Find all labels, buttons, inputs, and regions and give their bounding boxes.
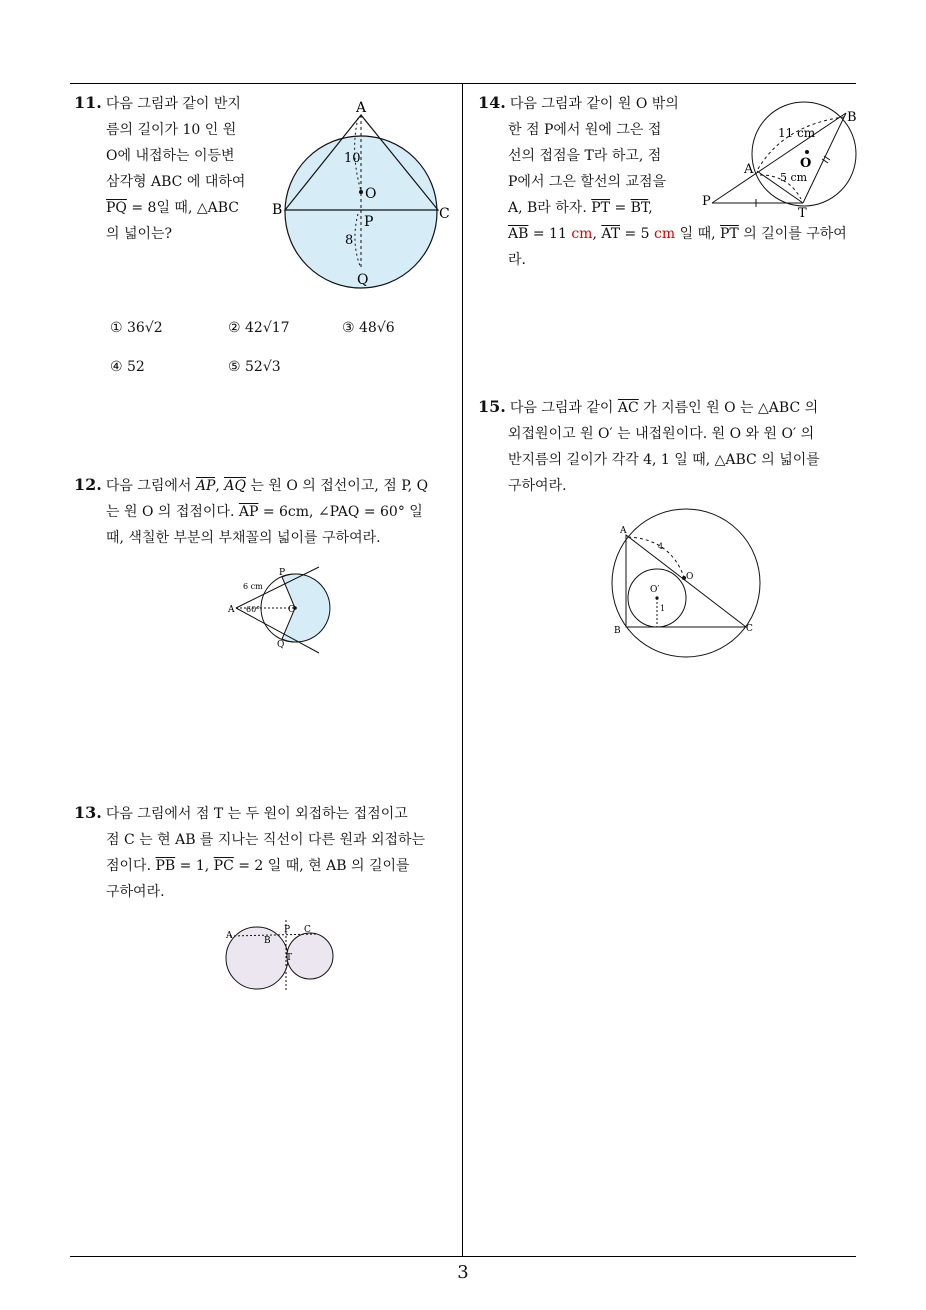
vector-ap: AP bbox=[195, 478, 216, 494]
q15-line: 반지름의 길이가 각각 4, 1 일 때, △ABC 의 넓이를 bbox=[508, 452, 820, 468]
q15-text: 가 지름인 원 O 는 △ABC 의 bbox=[638, 400, 819, 416]
label-q: Q bbox=[357, 272, 369, 288]
q12-text: 다음 그림에서 bbox=[105, 478, 196, 494]
label-t: T bbox=[286, 953, 293, 963]
label-c: C bbox=[304, 925, 311, 935]
q12-line: 때, 색칠한 부분의 부채꼴의 넓이를 구하여라. bbox=[106, 530, 381, 546]
q11-line: O에 내접하는 이등변 bbox=[106, 148, 235, 164]
q11-choice-4: ④ 52 bbox=[110, 359, 145, 375]
q15-line: 외접원이고 원 O′ 는 내접원이다. 원 O 와 원 O′ 의 bbox=[508, 426, 815, 442]
question-15 bbox=[478, 394, 868, 499]
q15-line: 구하여라. bbox=[508, 478, 567, 494]
label-6cm: 6 cm bbox=[243, 582, 263, 591]
q12-line bbox=[74, 499, 460, 525]
question-number: 12. bbox=[74, 475, 102, 494]
center-point bbox=[359, 190, 363, 194]
label-p: P bbox=[279, 568, 286, 578]
q13-figure bbox=[222, 918, 338, 994]
q11-choice-5: ⑤ 52√3 bbox=[228, 359, 281, 375]
q13-text: = 1, bbox=[175, 858, 214, 874]
segment-pq: $\overline{PQ}$ bbox=[106, 200, 127, 216]
q13-text: 다음 그림에서 점 T 는 두 원이 외접하는 접점이고 bbox=[105, 806, 408, 822]
question-number: 11. bbox=[74, 93, 102, 112]
q14-line: 한 점 P에서 원에 그은 접 bbox=[508, 122, 662, 138]
label-10: 10 bbox=[344, 151, 361, 166]
q11-line: 다음 그림과 같이 반지 bbox=[105, 96, 241, 112]
question-number: 13. bbox=[74, 803, 102, 822]
q13-line: 점 C 는 현 AB 를 지나는 직선이 다른 원과 외접하는 bbox=[106, 832, 426, 848]
q14-text: = 11 bbox=[528, 226, 572, 242]
q11-choice-2: ② 42√17 bbox=[228, 320, 290, 336]
segment-bt: $\overline{BT}$ bbox=[630, 200, 649, 216]
label-o: O bbox=[686, 572, 694, 582]
column-divider bbox=[462, 83, 463, 1257]
center-o2 bbox=[655, 596, 658, 599]
q12-sep: , bbox=[215, 478, 225, 494]
question-13 bbox=[74, 800, 460, 905]
q11-line bbox=[74, 195, 264, 221]
label-a: A bbox=[744, 162, 754, 177]
bottom-rule bbox=[70, 1256, 856, 1257]
label-60deg: 60° bbox=[246, 605, 261, 614]
q11-line: 름의 길이가 10 인 원 bbox=[106, 122, 237, 138]
q12-text: = 6cm, ∠PAQ = 60° 일 bbox=[258, 504, 423, 520]
q14-line: P에서 그은 할선의 교점을 bbox=[508, 174, 667, 190]
circle-right bbox=[287, 933, 333, 979]
q13-line bbox=[74, 853, 460, 879]
label-a: A bbox=[620, 526, 627, 536]
q13-text: = 2 일 때, 현 AB 의 길이를 bbox=[233, 858, 410, 874]
label-p: P bbox=[364, 214, 374, 230]
label-5cm: 5 cm bbox=[780, 171, 808, 184]
q14-text: = bbox=[610, 200, 631, 216]
q12-text: 는 원 O 의 접점이다. bbox=[106, 504, 239, 520]
label-a: A bbox=[228, 605, 235, 615]
segment-ap: $\overline{AP}$ bbox=[238, 504, 259, 520]
q11-choice-3: ③ 48√6 bbox=[342, 320, 395, 336]
label-a: A bbox=[226, 931, 233, 941]
q11-choice-1: ① 36√2 bbox=[110, 320, 163, 336]
q12-figure bbox=[226, 565, 338, 657]
label-b: B bbox=[847, 110, 857, 125]
q14-line: 라. bbox=[508, 252, 526, 268]
segment-pb: $\overline{PB}$ bbox=[155, 858, 176, 874]
label-r1: 1 bbox=[660, 604, 666, 613]
label-b: B bbox=[614, 626, 621, 636]
q14-text: 일 때, bbox=[675, 226, 721, 242]
label-p: P bbox=[284, 925, 291, 935]
question-12 bbox=[74, 472, 460, 551]
q12-text: 는 원 O 의 접선이고, 점 P, Q bbox=[245, 478, 429, 494]
q15-text: 다음 그림과 같이 bbox=[509, 400, 618, 416]
q14-text: A, B라 하자. bbox=[508, 200, 592, 216]
label-t: T bbox=[798, 206, 807, 219]
label-o: O bbox=[288, 605, 296, 615]
segment-pc: $\overline{PC}$ bbox=[213, 858, 234, 874]
label-b: B bbox=[272, 202, 283, 218]
q15-figure bbox=[606, 505, 762, 659]
segment-ab: $\overline{AB}$ bbox=[508, 226, 529, 242]
top-rule bbox=[70, 83, 856, 84]
q14-text: , bbox=[592, 226, 602, 242]
q11-line: 삼각형 ABC 에 대하여 bbox=[106, 174, 246, 190]
unit-cm: cm bbox=[654, 226, 676, 242]
label-b: B bbox=[264, 936, 271, 946]
q14-figure bbox=[698, 95, 862, 219]
label-a: A bbox=[356, 100, 367, 116]
q14-text: 다음 그림과 같이 원 O 밖의 bbox=[509, 96, 679, 112]
question-11 bbox=[74, 90, 264, 247]
q11-figure bbox=[272, 98, 462, 290]
q14-text: 의 길이를 구하여 bbox=[738, 226, 847, 242]
page-number: 3 bbox=[457, 1262, 469, 1283]
label-p: P bbox=[702, 194, 711, 209]
label-q: Q bbox=[277, 640, 285, 650]
segment-pt: $\overline{PT}$ bbox=[591, 200, 610, 216]
label-c: C bbox=[439, 206, 450, 222]
segment-ac: $\overline{AC}$ bbox=[617, 400, 639, 416]
circumcircle-o bbox=[612, 509, 760, 657]
unit-cm: cm bbox=[571, 226, 593, 242]
q11-line: 의 넓이는? bbox=[106, 226, 173, 242]
label-c: C bbox=[746, 624, 753, 634]
q13-line: 구하여라. bbox=[106, 884, 165, 900]
question-number: 15. bbox=[478, 397, 506, 416]
label-8: 8 bbox=[345, 233, 354, 248]
segment-pt: $\overline{PT}$ bbox=[720, 226, 739, 242]
circle-o bbox=[752, 102, 856, 206]
label-11cm: 11 cm bbox=[778, 126, 816, 140]
vector-aq: AQ bbox=[224, 478, 246, 494]
label-o: O bbox=[800, 156, 812, 171]
label-r4: 4 bbox=[658, 542, 664, 551]
q14-line bbox=[478, 221, 868, 247]
q11-line5-rest: = 8일 때, △ABC bbox=[126, 200, 239, 216]
q13-text: 점이다. bbox=[106, 858, 156, 874]
q14-line: 선의 접점을 T라 하고, 점 bbox=[508, 148, 662, 164]
question-number: 14. bbox=[478, 93, 506, 112]
label-o: O bbox=[365, 186, 377, 202]
center-point bbox=[805, 150, 809, 154]
label-o2: O′ bbox=[650, 585, 660, 595]
q14-text: = 5 bbox=[620, 226, 655, 242]
segment-at: $\overline{AT}$ bbox=[601, 226, 621, 242]
q14-text: , bbox=[648, 200, 653, 216]
